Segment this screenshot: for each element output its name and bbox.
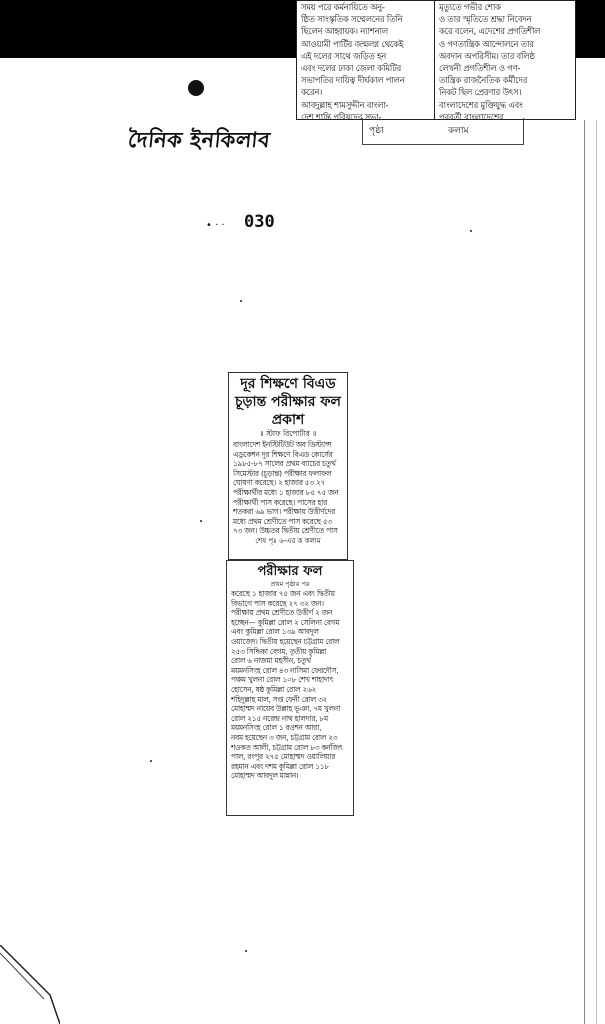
speck	[240, 300, 242, 302]
right-margin-line	[584, 120, 585, 1024]
article-headline	[229, 373, 347, 429]
speck	[200, 520, 202, 522]
clip-line: দেশ শান্তি পরিষদের সভা-	[301, 111, 382, 120]
body-line: পাল, রংপুর ২৭৫ মোহাম্মদ ওয়ালিয়ার	[231, 752, 336, 762]
speck	[245, 950, 247, 952]
clip-line: এই দলের সাথে জড়িত হন	[301, 50, 387, 61]
clip-line: করেন।	[301, 87, 323, 98]
clip-line: ও গণতান্ত্রিক আন্দোলনে তার	[439, 38, 534, 49]
clip-line: করে বলেন, এদেশের প্রগতিশীল	[439, 26, 541, 37]
body-line: হোসেন, ষষ্ঠ কুমিল্লা রোল ২৬২	[231, 684, 317, 694]
clip-line: এবং দলের ঢাকা জেলা কমিটির	[301, 63, 401, 74]
body-line: বাংলাদেশ ইনস্টিটিউট অব ডিস্ট্যান্স	[233, 440, 332, 449]
clip-line: সময় পরে কর্মনায়িতে অনু-	[301, 2, 385, 12]
article-clipping-2	[226, 560, 354, 816]
article-body	[227, 588, 353, 782]
headline-line: চূড়ান্ত পরীক্ষার ফল	[235, 394, 341, 410]
body-line: মধ্যে প্রথম শ্রেণীতে পাস করেছে ৫৩	[233, 516, 332, 526]
clip-line: তান্ত্রিক রাজনৈতিক কর্মীদের	[439, 75, 528, 86]
folded-corner	[0, 945, 60, 1024]
body-line: ৭৩ জন। উচ্চতর দ্বিতীয় শ্রেণীতে পাস	[233, 526, 338, 536]
body-line: শহিদুল্লাহ মাল, সপ্ত ফেনী রোল ৩২	[231, 694, 328, 704]
body-line: বিভাগে পাস করেছে ২৭ ৩২ জন।	[231, 598, 324, 608]
body-line: পরীক্ষায় প্রথম শ্রেণীতে উত্তীর্ণ ২ জন	[231, 608, 333, 618]
body-line: ঘোষণা করেছে। ২ হাজার ৫৩ ২৭	[233, 478, 326, 488]
article-body	[229, 439, 347, 537]
headline-line: প্রকাশ	[271, 412, 305, 428]
body-line: ওয়াজেদ। দ্বিতীয় হয়েছেন চট্টগ্রাম রোল	[231, 636, 340, 646]
body-line: সিমেস্টার (চূড়ান্ত) পরীক্ষার ফলাফল	[233, 468, 332, 478]
clip-line: মৃত্যুতে গভীর শোক	[439, 2, 501, 12]
clip-line: পরবর্তী বাংলাদেশের	[439, 111, 504, 120]
clip-line: বাংলাদেশের মুক্তিযুদ্ধ এবং	[439, 99, 523, 110]
body-line: ২৫৩ সিদ্দিকা বেগম, তৃতীয় কুমিল্লা	[231, 646, 327, 656]
body-line: হচ্ছেন— কুমিল্লা রোল ২ সেলিনা বেগম	[231, 617, 340, 627]
speck	[470, 230, 472, 232]
column-divider	[434, 1, 435, 119]
continuation-note: শেষ পৃঃ ৬-এর ক কলাম	[255, 536, 321, 545]
body-line: পরীক্ষার্থী পাস করেছে। পাসের হার	[233, 497, 328, 507]
body-line: নবম হয়েছেন ৩ জন, চট্টগ্রাম রোল ২৩	[231, 732, 338, 742]
body-line: ১৯৮৫-৮৭ সালের প্রথম ব্যাচের চতুর্থ	[233, 459, 336, 469]
body-line: ময়মনসিংহ রোল ১ রওশন আরা,	[231, 723, 322, 733]
article-byline: ॥ স্টাফ রিপোর্টার ॥	[259, 429, 317, 438]
continued-from-note: প্রথম পৃষ্ঠার পর	[270, 580, 310, 588]
clip-line: আবদুল্লাহ শামসুদ্দীন বাংলা-	[301, 99, 389, 110]
page-column-stamp	[362, 118, 524, 145]
right-margin-line	[596, 120, 597, 1024]
clip-line: ও তার স্মৃতিতে শ্রদ্ধা নিবেদন	[439, 14, 532, 25]
clip-line: নিকট ছিল প্রেরণার উৎস।	[439, 87, 522, 98]
body-line: এডুকেশন দূর শিক্ষণে বিএড কোর্সের	[233, 449, 333, 459]
body-line: করেছে ১ হাজার ৭৫ জন এবং দ্বিতীয়	[231, 589, 335, 598]
clip-line: ছিলেন আহ্বায়ক। ন্যাশনাল	[301, 26, 388, 37]
clipping-left-column	[301, 1, 429, 120]
column-label: কলাম	[448, 126, 469, 136]
body-line: মোহাম্মদ নায়েব উল্লাহ ভূঞা, ৭ম খুলনা	[231, 704, 340, 714]
body-line: মোহাম্মদ আবদুল মান্নান।	[231, 771, 299, 781]
clip-line: অবদান অপরিসীম। তার বলিষ্ঠ	[439, 50, 535, 61]
headline-line: দূর শিক্ষণে বিএড	[240, 376, 336, 392]
page-label: পৃষ্ঠা	[369, 126, 384, 136]
clip-line: আওয়ামী পার্টির জন্মলগ্ন থেকেই	[301, 38, 404, 49]
body-line: শওকত আলী, চট্টগ্রাম রোল ৮৩ কর্নজিৎ	[231, 742, 343, 752]
top-news-clipping	[296, 0, 576, 120]
body-line: শতকরা ৬৯ ভাগ। পরীক্ষায় উত্তীর্ণদের	[233, 507, 335, 517]
speck-dots: • · ·	[206, 220, 225, 231]
body-line: পরীক্ষার্থীর মধ্যে ১ হাজার ৮৫ ৭৫ জন	[233, 487, 339, 497]
continued-headline: পরীক্ষার ফল	[257, 564, 323, 579]
article-clipping-1	[228, 372, 348, 560]
file-number: 030	[244, 212, 275, 232]
body-line: পঞ্চম খুলনা রোল ১০৮ শেখ শাহাদাৎ	[231, 675, 334, 685]
clip-line: ষ্ঠিত সাংস্কৃতিক সম্মেলনের তিনি	[301, 14, 403, 25]
body-line: এবং কুমিল্লা রোল ১৩৯ আবদুল	[231, 627, 319, 637]
speck	[150, 760, 152, 762]
body-line: ময়মনসিংহ রোল ৪৩ নাসিমা ফেরদৌস,	[231, 665, 339, 675]
clip-line: সভাপতির দায়িত্ব দীর্ঘকাল পালন	[301, 75, 405, 86]
clip-line: লেখনী প্রগতিশীল ও গণ-	[439, 63, 521, 74]
clipping-right-column	[439, 1, 567, 120]
newspaper-name-stamp: দৈনিক ইনকিলাব	[126, 128, 272, 152]
body-line: রোল ৬ নাজমা মহসীন, চতুর্থ	[231, 656, 311, 666]
body-line: রোল ২১৫ নরেন্দ্র নাথ হালদার, ৮ম	[231, 713, 328, 723]
body-line: রহমান এবং দশম কুমিল্লা রোল ১১৮	[231, 761, 329, 771]
punch-hole	[188, 80, 204, 96]
